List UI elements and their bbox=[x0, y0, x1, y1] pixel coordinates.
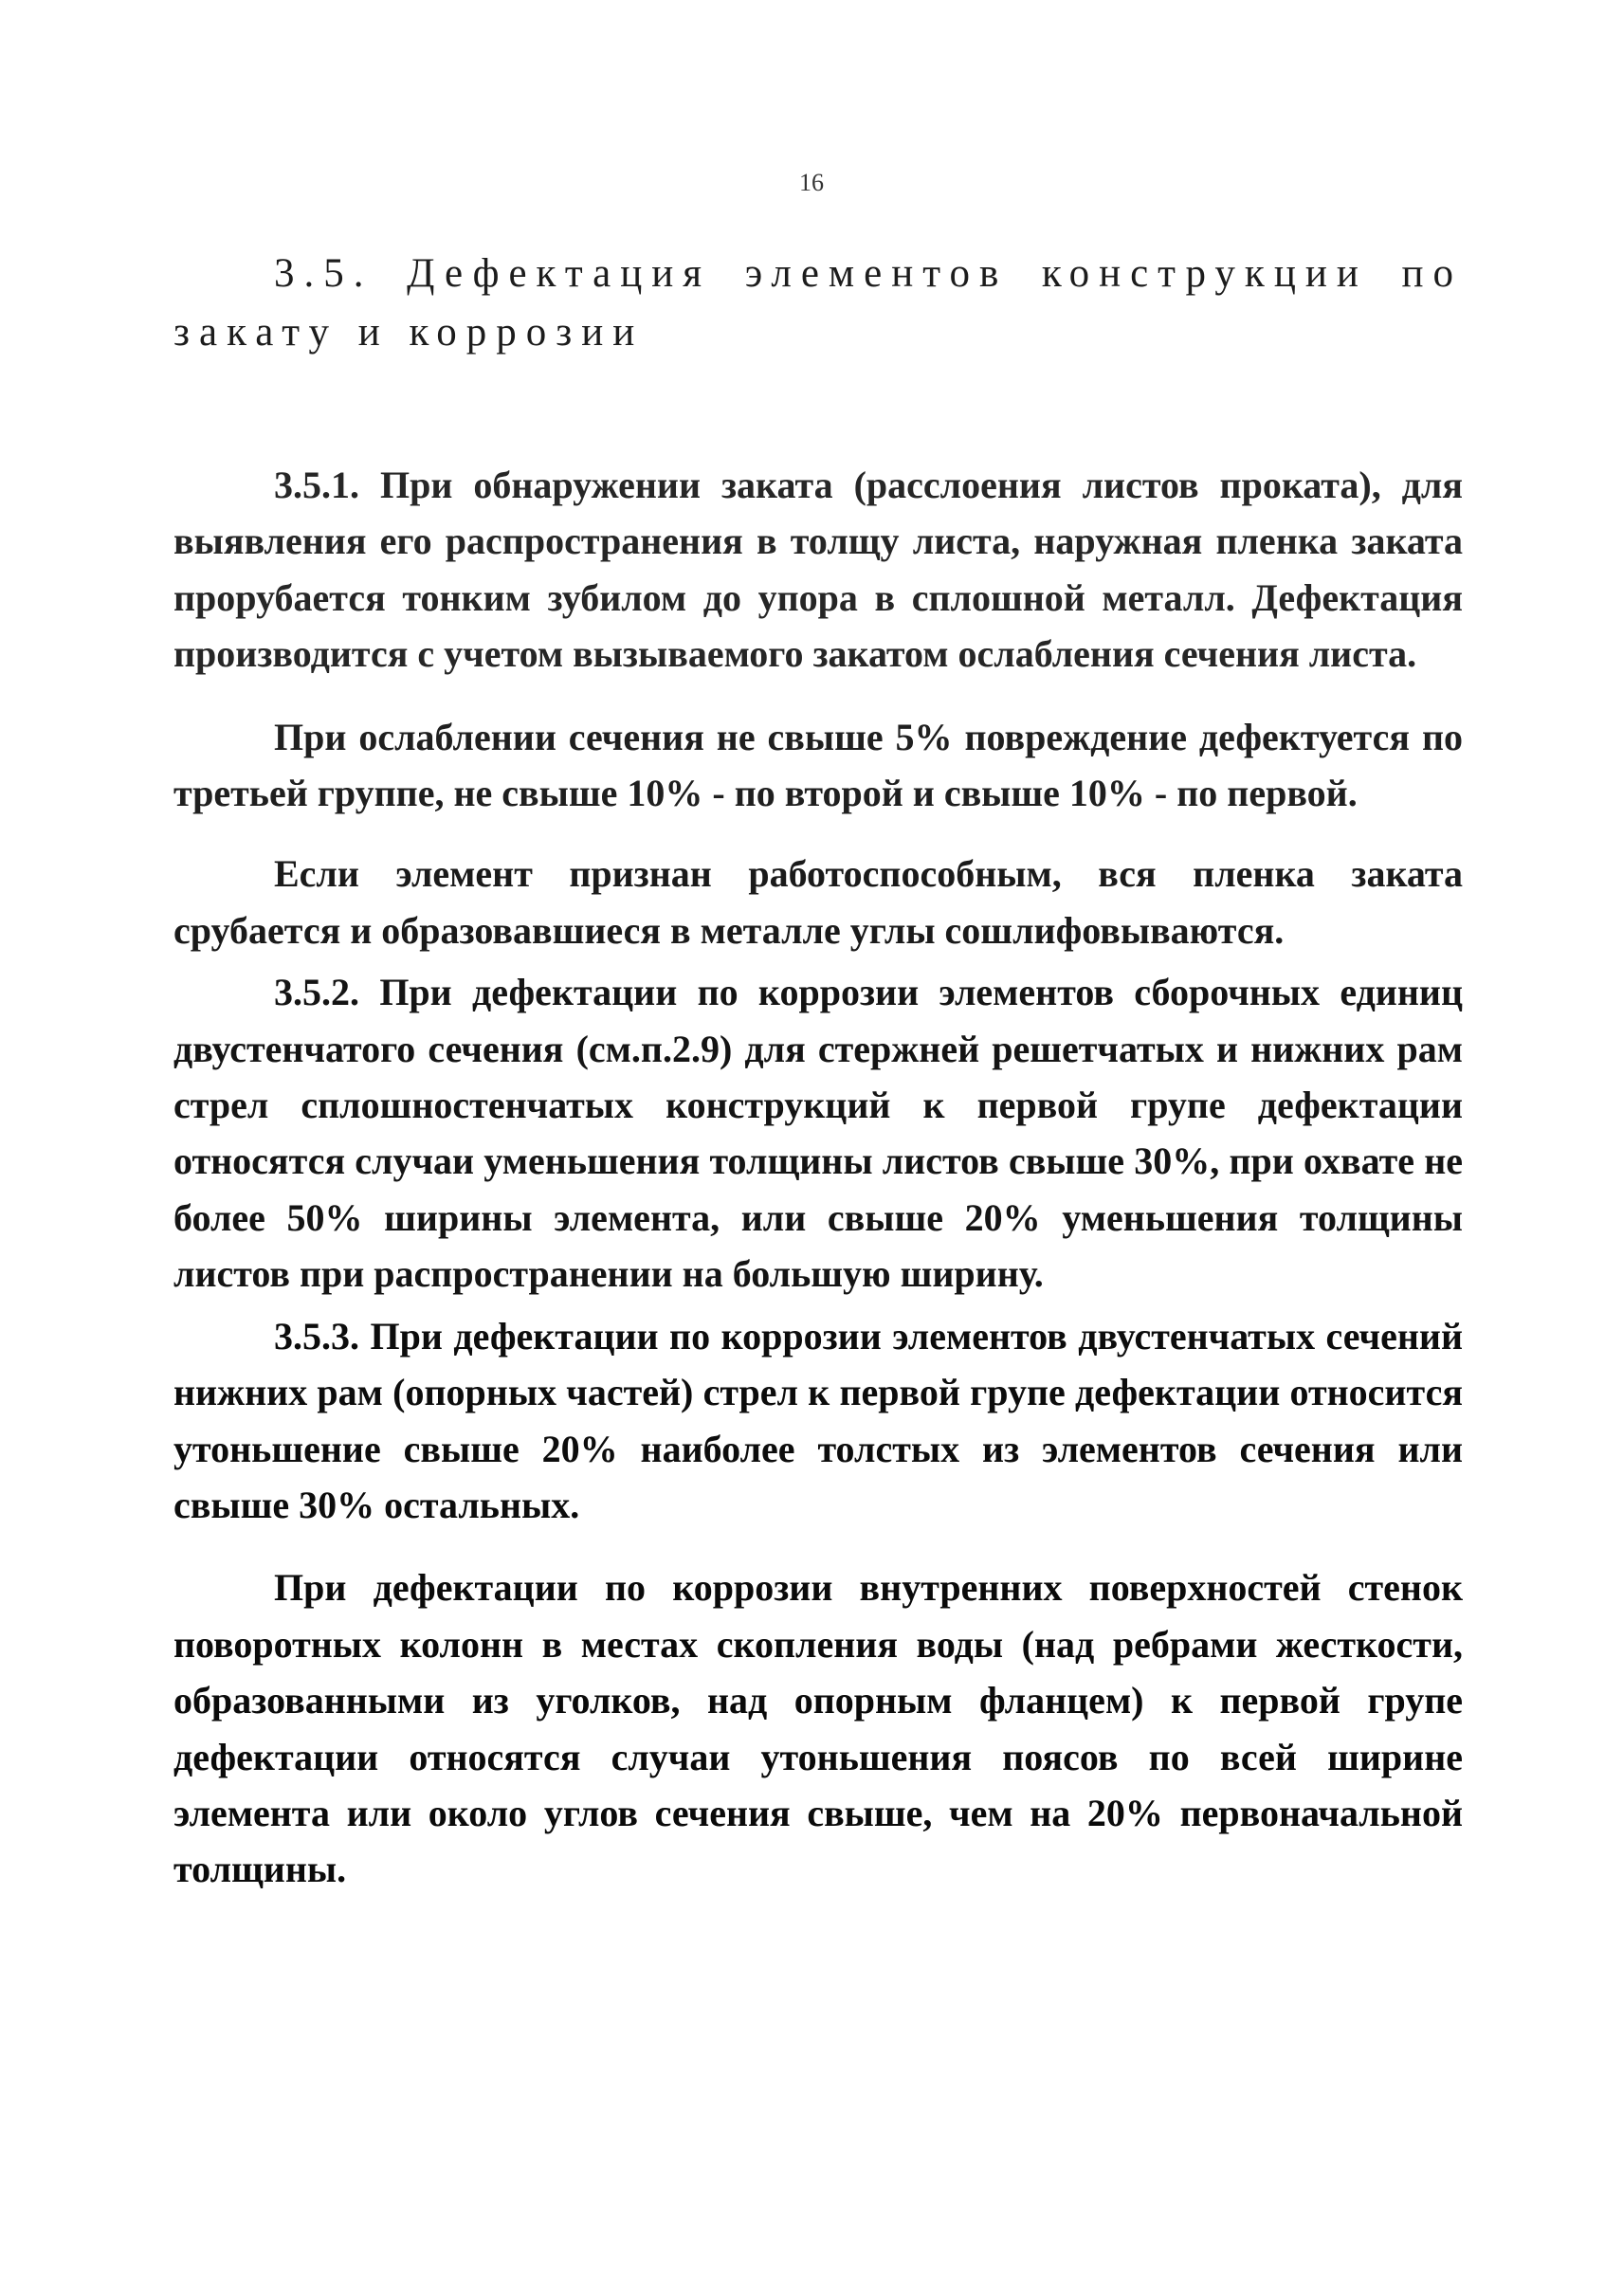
paragraph-serviceable-element: Если элемент признан работоспособным, вся пленка заката срубается и образовавшиеся в металле углы сошлифовываются. bbox=[173, 852, 1463, 952]
paragraph-rotary-columns: При дефектации по коррозии внутренних поверхностей стенок поворотных колонн в местах скопления воды (над ребрами жесткости, образованными из уголков, над опорным фланцем) к первой групе дефектации относятся случаи утоньшения поясов по всей ширине элемента или около углов сечения свыше, чем на 20% первоначальной толщины. bbox=[173, 1566, 1463, 1891]
paragraph-weakening-groups: При ослаблении сечения не свыше 5% повреждение дефектуется по третьей группе, не свыше 10% - по второй и свыше 10% - по первой. bbox=[173, 715, 1463, 815]
page-number: 16 bbox=[799, 169, 824, 196]
paragraph-3-5-2: 3.5.2. При дефектации по коррозии элементов сборочных единиц двустенчатого сечения (см.п.2.9) для стержней решетчатых и нижних рам стрел сплошностенчатых конструкций к первой групе дефектации относятся случаи уменьшения толщины листов свыше 30%, при охвате не более 50% ширины элемента, или свыше 20% уменьшения толщины листов при распространении на большую ширину. bbox=[173, 971, 1463, 1296]
paragraph-3-5-3: 3.5.3. При дефектации по коррозии элементов двустенчатых сечений нижних рам (опорных частей) стрел к первой групе дефектации относится утоньшение свыше 20% наиболее толстых из элементов сечения или свыше 30% остальных. bbox=[173, 1314, 1463, 1526]
paragraph-3-5-1: 3.5.1. При обнаружении заката (расслоения листов проката), для выявления его распространения в толщу листа, наружная пленка заката прорубается тонким зубилом до упора в сплошной металл. Дефектация производится с учетом вызываемого закатом ослабления сечения листа. bbox=[173, 464, 1463, 676]
page-content bbox=[173, 245, 1463, 1898]
section-heading: 3.5. Дефектация элементов конструкции по закату и коррозии bbox=[173, 251, 1463, 355]
